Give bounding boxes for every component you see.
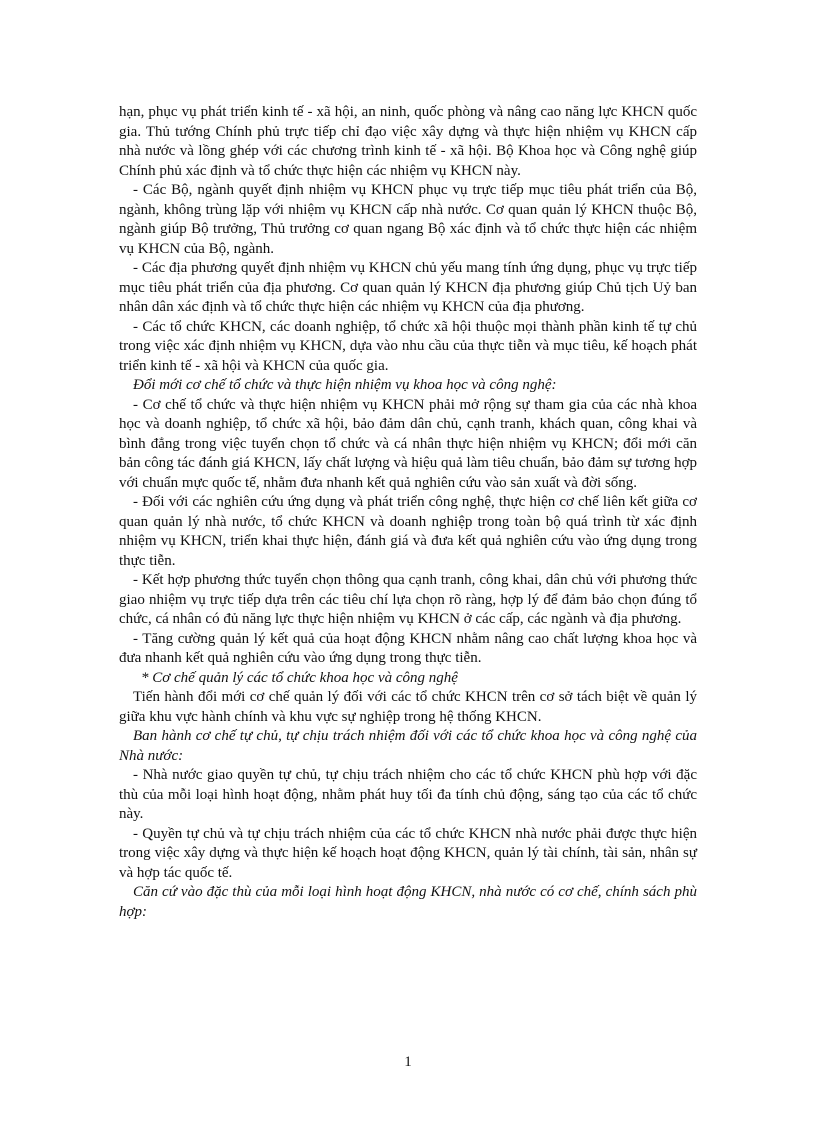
page-number: 1 [404, 1054, 412, 1070]
paragraph: Tiến hành đổi mới cơ chế quản lý đối với các tổ chức KHCN trên cơ sở tách biệt về quản lý giữa khu vực hành chính và khu vực sự nghiệp trong hệ thống KHCN. [119, 689, 697, 725]
section-heading: Đổi mới cơ chế tổ chức và thực hiện nhiệm vụ khoa học và công nghệ: [133, 377, 557, 393]
section-heading: Ban hành cơ chế tự chủ, tự chịu trách nhiệm đối với các tổ chức khoa học và công nghệ của Nhà nước: [119, 728, 697, 764]
paragraph: - Kết hợp phương thức tuyển chọn thông qua cạnh tranh, công khai, dân chủ với phương thức giao nhiệm vụ trực tiếp dựa trên các tiêu chí lựa chọn rõ ràng, hợp lý để đảm bảo chọn đúng tổ chức, cá nhân có đủ năng lực thực hiện nhiệm vụ KHCN ở các cấp, các ngành và địa phương. [119, 572, 697, 627]
section-heading: * Cơ chế quản lý các tổ chức khoa học và công nghệ [141, 669, 458, 686]
paragraph: - Các tổ chức KHCN, các doanh nghiệp, tổ chức xã hội thuộc mọi thành phần kinh tế tự chủ trong việc xác định nhiệm vụ KHCN, dựa vào nhu cầu của thực tiễn và mục tiêu, kế hoạch phát triển kinh tế - xã hội và KHCN của quốc gia. [119, 318, 697, 374]
paragraph: - Cơ chế tổ chức và thực hiện nhiệm vụ KHCN phải mở rộng sự tham gia của các nhà khoa học và doanh nghiệp, tổ chức xã hội, bảo đảm dân chủ, cạnh tranh, khách quan, công khai và bình đẳng trong việc tuyển chọn tổ chức và cá nhân thực hiện nhiệm vụ KHCN; đổi mới căn bản công tác đánh giá KHCN, lấy chất lượng và hiệu quả làm tiêu chuẩn, bảo đảm sự tương hợp với chuẩn mực quốc tế, nhằm đưa nhanh kết quả nghiên cứu vào sản xuất và đời sống. [119, 396, 697, 491]
paragraph: - Tăng cường quản lý kết quả của hoạt động KHCN nhằm nâng cao chất lượng khoa học và đưa nhanh kết quả nghiên cứu vào ứng dụng trong thực tiễn. [119, 630, 697, 666]
paragraph: - Quyền tự chủ và tự chịu trách nhiệm của các tổ chức KHCN nhà nước phải được thực hiện trong việc xây dựng và thực hiện kế hoạch hoạt động KHCN, quản lý tài chính, tài sản, nhân sự và hợp tác quốc tế. [119, 825, 697, 881]
body-text [119, 103, 697, 922]
paragraph: - Đối với các nghiên cứu ứng dụng và phát triển công nghệ, thực hiện cơ chế liên kết giữa cơ quan quản lý nhà nước, tổ chức KHCN và doanh nghiệp trong toàn bộ quá trình từ xác định nhiệm vụ KHCN, triển khai thực hiện, đánh giá và đưa kết quả nghiên cứu vào ứng dụng trong thực tiễn. [119, 494, 697, 569]
paragraph: - Các địa phương quyết định nhiệm vụ KHCN chủ yếu mang tính ứng dụng, phục vụ trực tiếp mục tiêu phát triển của địa phương. Cơ quan quản lý KHCN địa phương giúp Chủ tịch Uỷ ban nhân dân xác định và tổ chức thực hiện các nhiệm vụ KHCN của địa phương. [119, 260, 697, 315]
paragraph: - Các Bộ, ngành quyết định nhiệm vụ KHCN phục vụ trực tiếp mục tiêu phát triển của Bộ, ngành, không trùng lặp với nhiệm vụ KHCN cấp nhà nước. Cơ quan quản lý KHCN thuộc Bộ, ngành giúp Bộ trưởng, Thủ trưởng cơ quan ngang Bộ xác định và tổ chức thực hiện các nhiệm vụ KHCN của Bộ, ngành. [119, 182, 697, 257]
section-heading: Căn cứ vào đặc thù của mỗi loại hình hoạt động KHCN, nhà nước có cơ chế, chính sách phù hợp: [119, 884, 697, 920]
paragraph: hạn, phục vụ phát triển kinh tế - xã hội, an ninh, quốc phòng và nâng cao năng lực KHCN quốc gia. Thủ tướng Chính phủ trực tiếp chỉ đạo việc xây dựng và thực hiện nhiệm vụ KHCN cấp nhà nước và lồng ghép với các chương trình kinh tế - xã hội. Bộ Khoa học và Công nghệ giúp Chính phủ xác định và tổ chức thực hiện các nhiệm vụ KHCN này. [119, 104, 697, 179]
paragraph: - Nhà nước giao quyền tự chủ, tự chịu trách nhiệm cho các tổ chức KHCN phù hợp với đặc thù của mỗi loại hình hoạt động, nhằm phát huy tối đa tính chủ động, sáng tạo của các tổ chức này. [119, 767, 697, 822]
